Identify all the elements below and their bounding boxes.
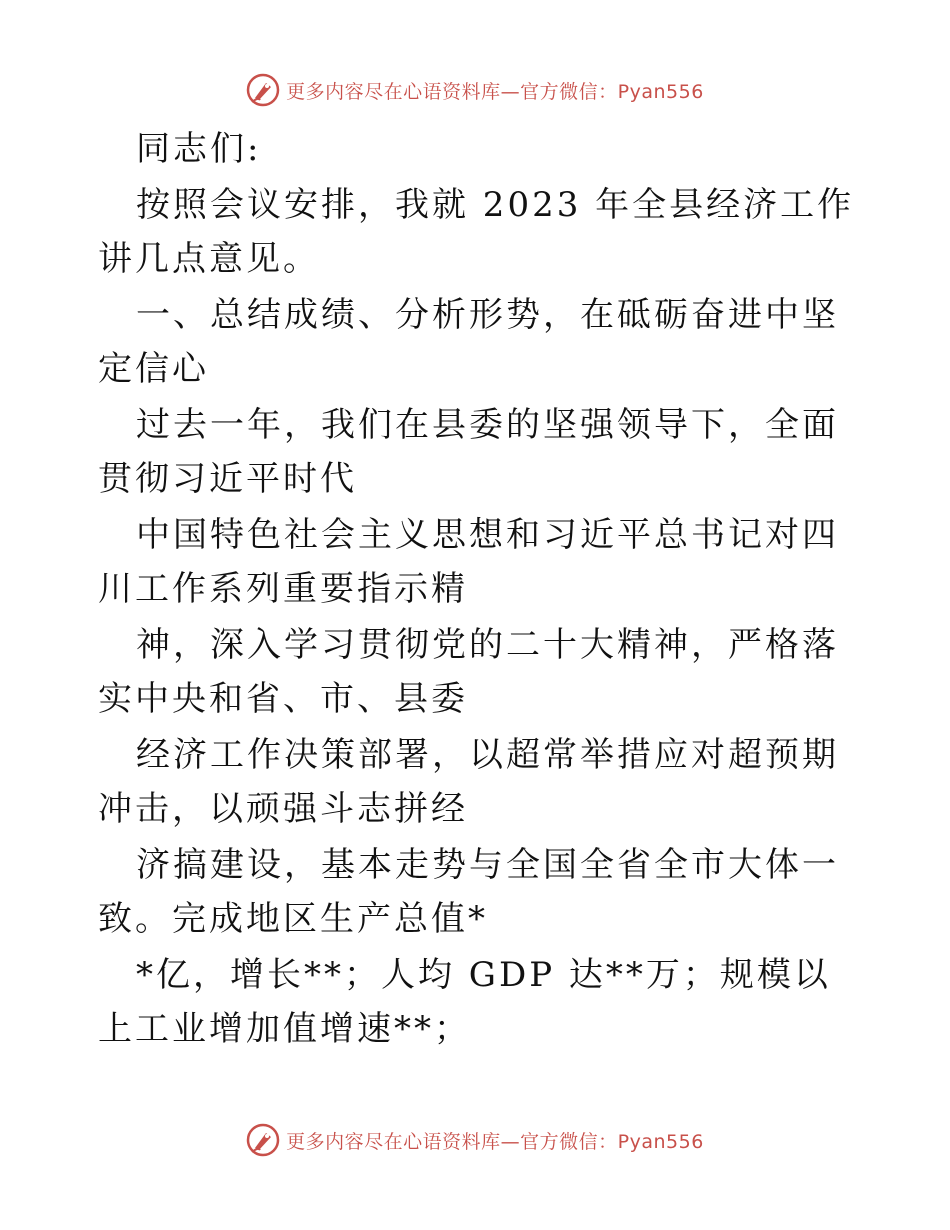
paragraph-intro: 按照会议安排，我就 2023 年全县经济工作讲几点意见。: [98, 185, 855, 279]
header-watermark: [0, 70, 950, 110]
watermark-text: 更多内容尽在心语资料库—官方微信：Pyan556: [286, 1130, 704, 1153]
paragraph: 经济工作决策部署，以超常举措应对超预期冲击，以顽强斗志拼经: [98, 735, 839, 829]
paragraph: *亿，增长**；人均 GDP 达**万；规模以上工业增加值增速**；: [98, 955, 831, 1049]
section-heading: 一、总结成绩、分析形势，在砥砺奋进中坚定信心: [98, 295, 839, 389]
pen-nib-logo-icon: [246, 1123, 280, 1157]
paragraph: 神，深入学习贯彻党的二十大精神，严格落实中央和省、市、县委: [98, 625, 839, 719]
paragraph: 济搞建设，基本走势与全国全省全市大体一致。完成地区生产总值*: [98, 845, 839, 939]
document-body: [98, 122, 858, 1058]
pen-nib-logo-icon: [246, 73, 280, 107]
paragraph-salutation: 同志们:: [136, 129, 262, 169]
footer-watermark: [0, 1120, 950, 1160]
paragraph: 中国特色社会主义思想和习近平总书记对四川工作系列重要指示精: [98, 515, 839, 609]
watermark-text: 更多内容尽在心语资料库—官方微信：Pyan556: [286, 80, 704, 103]
paragraph: 过去一年，我们在县委的坚强领导下，全面贯彻习近平时代: [98, 405, 839, 499]
